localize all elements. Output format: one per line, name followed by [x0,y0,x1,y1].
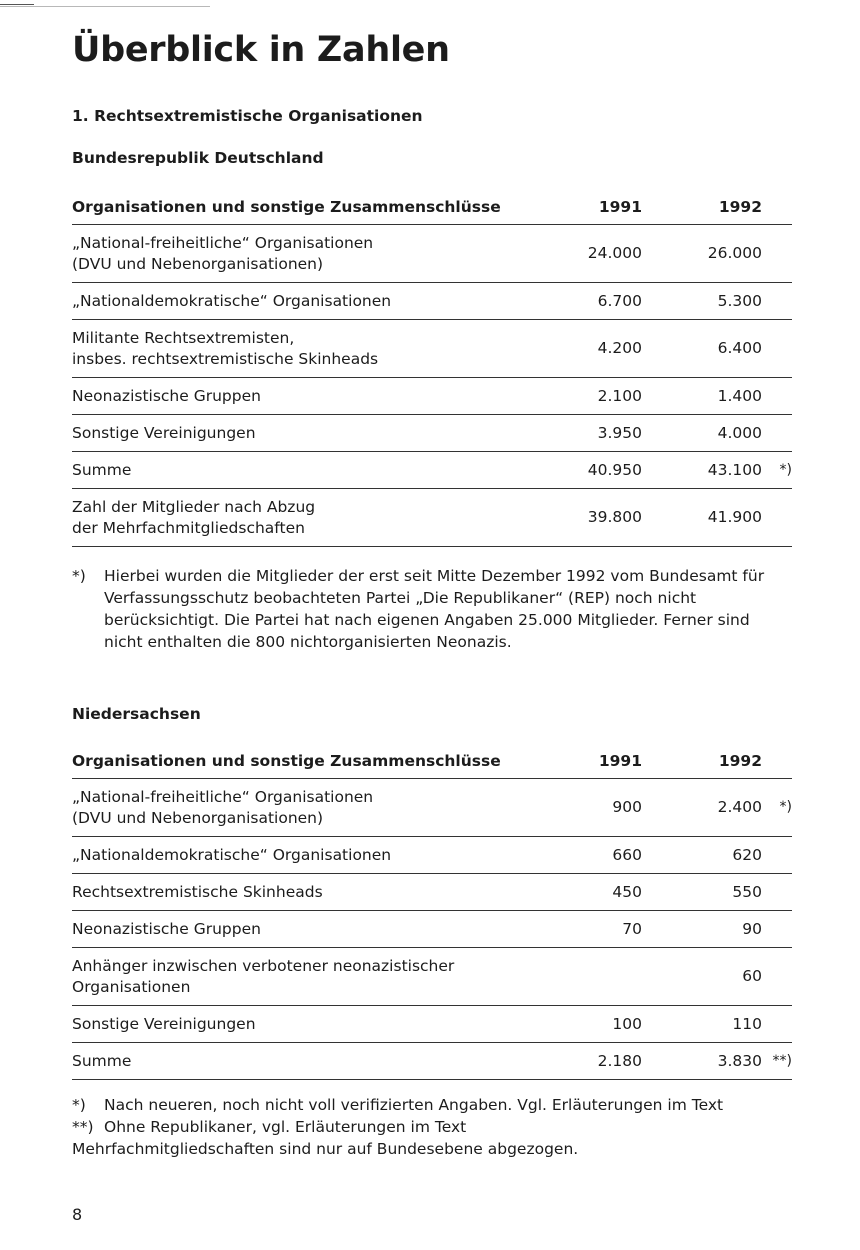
row-label [72,283,572,320]
row-label-line: der Mehrfachmitgliedschaften [72,518,305,537]
footnote-mark [762,489,792,547]
federal-table-body [72,225,792,547]
row-label-line: Anhänger inzwischen verbotener neonazistischer [72,956,455,975]
value-1992: 1.400 [642,378,762,415]
value-1992: 26.000 [642,225,762,283]
value-1991: 70 [572,911,642,948]
row-label-line: „Nationaldemokratische“ Organisationen [72,845,392,864]
column-header-organisations: Organisationen und sonstige Zusammenschlüsse [72,190,572,225]
row-label [72,225,572,283]
column-header-1992: 1992 [642,190,762,225]
row-label-line: Summe [72,460,132,479]
value-1991: 24.000 [572,225,642,283]
value-1992: 2.400 [642,779,762,837]
table-row [72,378,792,415]
value-1991: 660 [572,837,642,874]
row-label [72,948,572,1006]
value-1992: 110 [642,1006,762,1043]
row-label-line: Sonstige Vereinigungen [72,1014,256,1033]
value-1991 [572,948,642,1006]
row-label [72,837,572,874]
footnote-text: Ohne Republikaner, vgl. Erläuterungen im Text [104,1118,467,1136]
value-1991: 3.950 [572,415,642,452]
column-header-mark [762,190,792,225]
footnote-text: Hierbei wurden die Mitglieder der erst seit Mitte Dezember 1992 vom Bundesamt für Verfassungsschutz beobachteten Partei „Die Republikaner“ (REP) noch nicht berücksichtigt. Die Partei hat nach eigenen Angaben 25.000 Mitglieder. Ferner sind nicht enthalten die 800 nichtorganisierten Neonazis. [104,567,765,651]
page-title: Überblick in Zahlen [72,30,450,70]
state-table [72,744,792,1080]
value-1991: 450 [572,874,642,911]
value-1992: 3.830 [642,1043,762,1080]
footnote-text: Nach neueren, noch nicht voll verifizierten Angaben. Vgl. Erläuterungen im Text [104,1096,724,1114]
page-number: 8 [72,1205,83,1224]
state-table-body [72,779,792,1080]
footnote-mark [762,837,792,874]
column-header-organisations: Organisationen und sonstige Zusammenschlüsse [72,744,572,779]
footnote-mark [762,320,792,378]
footnote-marker: *) [72,567,86,585]
value-1992: 41.900 [642,489,762,547]
table-row [72,283,792,320]
state-table-header [72,744,792,779]
top-rule [0,6,210,7]
table-row [72,1006,792,1043]
value-1992: 550 [642,874,762,911]
row-label [72,489,572,547]
footnote-mark [762,911,792,948]
table-row [72,452,792,489]
column-header-1992: 1992 [642,744,762,779]
state-heading: Niedersachsen [72,705,201,723]
table-row [72,1043,792,1080]
state-footnotes [72,1094,792,1160]
row-label-line: „Nationaldemokratische“ Organisationen [72,291,392,310]
row-label [72,452,572,489]
row-label [72,378,572,415]
value-1992: 4.000 [642,415,762,452]
row-label [72,415,572,452]
value-1992: 90 [642,911,762,948]
table-row [72,948,792,1006]
footnote-mark [762,415,792,452]
section-heading: 1. Rechtsextremistische Organisationen [72,107,423,125]
row-label-line: Zahl der Mitglieder nach Abzug [72,497,316,516]
value-1991: 900 [572,779,642,837]
row-label-line: Sonstige Vereinigungen [72,423,256,442]
row-label [72,779,572,837]
column-header-1991: 1991 [572,190,642,225]
footnote-mark [762,874,792,911]
row-label-line: (DVU und Nebenorganisationen) [72,254,324,273]
federal-heading: Bundesrepublik Deutschland [72,149,324,167]
row-label [72,1043,572,1080]
table-row [72,415,792,452]
federal-table [72,190,792,547]
value-1991: 2.100 [572,378,642,415]
row-label-line: „National-freiheitliche“ Organisationen [72,787,374,806]
row-label [72,320,572,378]
row-label-line: (DVU und Nebenorganisationen) [72,808,324,827]
row-label-line: Organisationen [72,977,191,996]
footnote-mark [762,225,792,283]
value-1991: 2.180 [572,1043,642,1080]
row-label-line: Rechtsextremistische Skinheads [72,882,323,901]
value-1991: 39.800 [572,489,642,547]
value-1992: 620 [642,837,762,874]
table-row [72,320,792,378]
table-row [72,911,792,948]
value-1992: 5.300 [642,283,762,320]
footnote-mark [762,1006,792,1043]
value-1992: 6.400 [642,320,762,378]
column-header-1991: 1991 [572,744,642,779]
footnote-mark [762,378,792,415]
federal-footnote [72,565,792,653]
table-row [72,837,792,874]
aggregation-note: Mehrfachmitgliedschaften sind nur auf Bundesebene abgezogen. [72,1140,579,1158]
value-1991: 6.700 [572,283,642,320]
row-label-line: Militante Rechtsextremisten, [72,328,295,347]
footnote-mark: *) [762,779,792,837]
footnote-mark [762,948,792,1006]
row-label [72,911,572,948]
top-rule-dark [0,4,34,5]
row-label-line: Neonazistische Gruppen [72,386,261,405]
table-row [72,779,792,837]
column-header-mark [762,744,792,779]
footnote-marker: **) [72,1118,94,1136]
footnote-mark: *) [762,452,792,489]
row-label-line: Neonazistische Gruppen [72,919,261,938]
footnote-marker: *) [72,1096,86,1114]
row-label-line: „National-freiheitliche“ Organisationen [72,233,374,252]
row-label [72,1006,572,1043]
value-1991: 100 [572,1006,642,1043]
footnote-mark: **) [762,1043,792,1080]
federal-table-header [72,190,792,225]
value-1991: 40.950 [572,452,642,489]
table-row [72,225,792,283]
value-1992: 60 [642,948,762,1006]
row-label [72,874,572,911]
value-1991: 4.200 [572,320,642,378]
value-1992: 43.100 [642,452,762,489]
table-row [72,874,792,911]
footnote-mark [762,283,792,320]
row-label-line: Summe [72,1051,132,1070]
row-label-line: insbes. rechtsextremistische Skinheads [72,349,379,368]
table-row [72,489,792,547]
